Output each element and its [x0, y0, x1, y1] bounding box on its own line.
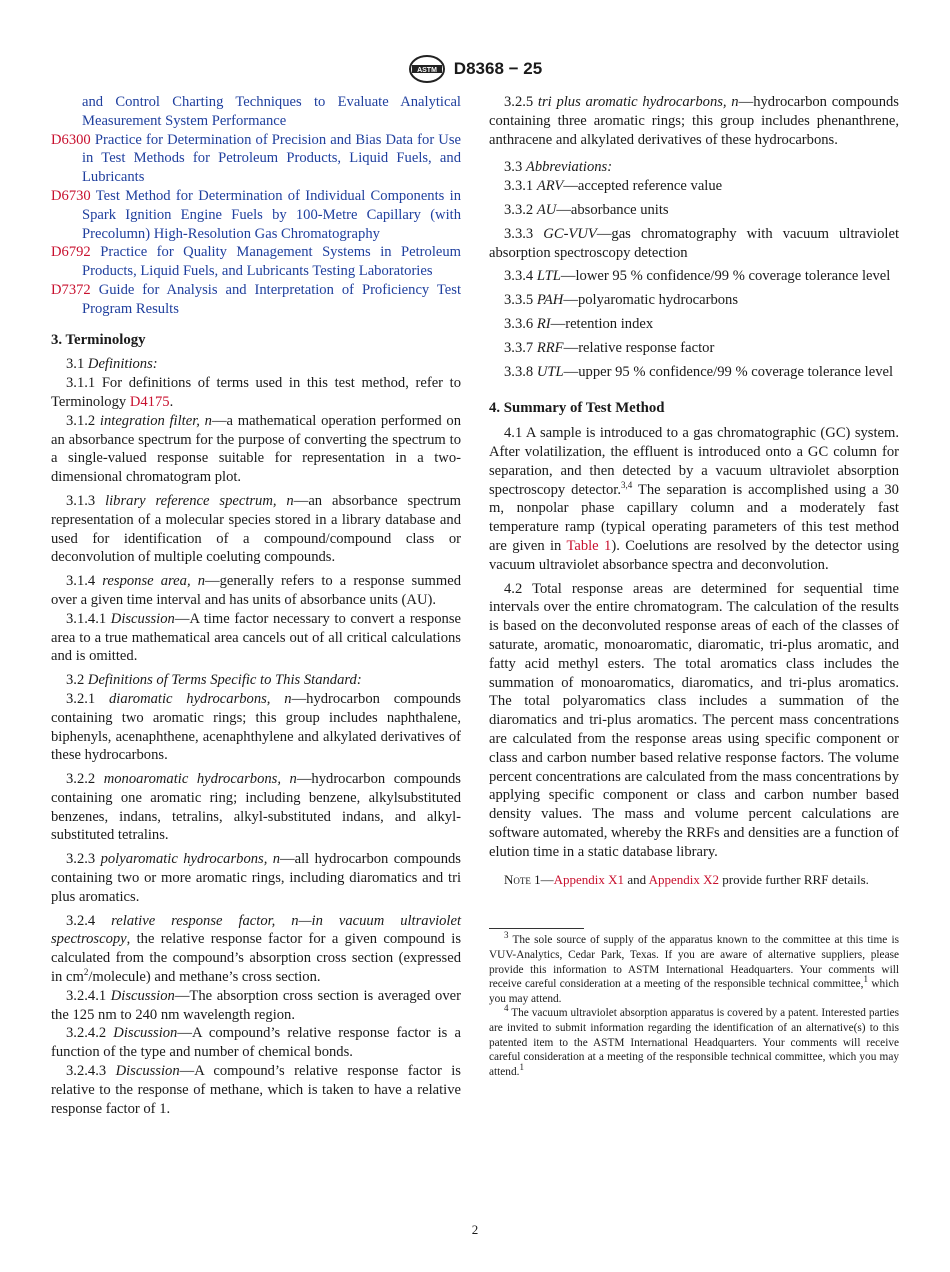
reference-title: Guide for Analysis and Interpretation of Proficiency Test Program Results	[82, 281, 462, 317]
reference-link[interactable]: D6300	[51, 131, 91, 148]
section-3-1-4: 3.1.4 response area, n—generally refers to a response summed over a given time interval and has units of absorbance units (AU).	[51, 573, 461, 608]
section-3-2-1: 3.2.1 diaromatic hydrocarbons, n—hydrocarbon compounds containing two aromatic rings; this group includes naphthalene, biphenyls, acenaphthene, acenaphthylene and alkylated derivatives of these hydrocarbons.	[51, 690, 461, 764]
section-3-2: 3.2 Definitions of Terms Specific to This Standard:	[66, 672, 362, 689]
section-3-2-4-1: 3.2.4.1 Discussion—The absorption cross section is averaged over the 125 nm to 240 nm wavelength region.	[51, 987, 461, 1023]
astm-logo-text: ASTM	[416, 66, 437, 74]
footnote-3: $^3$ The sole source of supply of the apparatus known to the committee at this time is VUV-Analytics, Cedar Park, Texas. If you are aware of alternative suppliers, please provide this information to ASTM International Headquarters. Your comments will receive careful consideration at a meeting of the responsible technical committee,$^1$ which you may attend.	[489, 930, 899, 1005]
reference-title: Practice for Determination of Precision and Bias Data for Use in Test Methods for Petroleum Products, Liquid Fuels, and Lubricants	[82, 131, 461, 186]
section-4-1: 4.1 A sample is introduced to a gas chromatographic (GC) system. After volatilization, the effluent is introduced onto a GC column for separation, and then detected by a vacuum ultraviolet absorption spectroscopy detector.$^{3,4}$ The separation is accomplished using a 30 m, nonpolar phase capillary column and a moderately fast temperature ramp (typical operating parameters of this test method are given in Table 1). Coelutions are resolved by the detector using vacuum ultraviolet absorbance spectra and deconvolution.	[489, 425, 900, 573]
section-3-2-2: 3.2.2 monoaromatic hydrocarbons, n—hydrocarbon compounds containing one aromatic ring; including benzene, alkylsubstituted benzenes, indans, tetralins, alkyl-substituted indans, and alkyl-substituted tetralins.	[51, 771, 461, 844]
appendix-x2-link[interactable]: Appendix X2	[648, 872, 720, 888]
section-3-1: 3.1 Definitions:	[66, 356, 158, 373]
section-3-2-4-3: 3.2.4.3 Discussion—A compound’s relative response factor is relative to the response of methane, which is taken to have a relative response factor of 1.	[51, 1063, 461, 1117]
section-3-1-1: 3.1.1 For definitions of terms used in this test method, refer to Terminology D4175.	[51, 375, 461, 410]
reference-item	[51, 187, 461, 243]
left-column	[51, 93, 461, 1118]
section-3-heading: 3. Terminology	[51, 331, 146, 348]
reference-item	[51, 243, 461, 281]
document-designation: D8368 − 25	[453, 59, 543, 78]
reference-title: Test Method for Determination of Individual Components in Spark Ignition Engine Fuels by 100-Metre Capillary (with Precolumn) High-Resolution Gas Chromatography	[82, 187, 461, 242]
reference-title: Practice for Quality Management Systems in Petroleum Products, Liquid Fuels, and Lubricants Testing Laboratories	[82, 244, 461, 280]
reference-item	[51, 131, 461, 187]
footnote-divider	[489, 928, 584, 929]
reference-link[interactable]: D7372	[51, 281, 91, 298]
abbreviation-item: 3.3.7 RRF—relative response factor	[504, 339, 715, 356]
section-3-2-5: 3.2.5 tri plus aromatic hydrocarbons, n—hydrocarbon compounds containing three aromatic rings; this group includes phenanthrene, anthracene and alkylated derivatives of these hydrocarbons.	[489, 94, 899, 148]
section-4-2: 4.2 Total response areas are determined for sequential time intervals over the entire chromatogram. The calculation of the results is based on the deconvoluted response areas of each of the classes of saturate, aromatic, monoaromatic, diaromatic, tri-plus aromatic, and fatty acid methyl esters. The total aromatics class includes the summation of monoaromatics, diaromatics, and tri-plus aromatics. The total polyaromatics class includes a summation of the diaromatics and tri-plus aromatics. The percent mass concentrations are calculated from the response areas using specific component or class and carbon number based relative response factors. The volume percent concentrations are calculated from the mass concentrations by applying specific component or class and carbon number based density values. The mass and volume percent calculations are software automated, whereby the RRFs and densities are a function of elution time in a static database library.	[489, 580, 899, 860]
note-1: Note 1—Appendix X1 and Appendix X2 provide further RRF details.	[504, 872, 869, 888]
section-3-1-3: 3.1.3 library reference spectrum, n—an absorbance spectrum representation of a molecular species stored in a library database and used for identification of a compound/compound class or deconvolution of multiple coeluting compounds.	[51, 492, 461, 566]
reference-continuation: and Control Charting Techniques to Evaluate Analytical Measurement System Performance	[82, 94, 461, 129]
reference-link[interactable]: D6730	[51, 187, 91, 204]
abbreviation-item: 3.3.4 LTL—lower 95 % confidence/99 % coverage tolerance level	[504, 268, 891, 285]
right-column	[489, 93, 899, 1079]
table-1-link[interactable]: Table 1	[566, 537, 612, 554]
appendix-x1-link[interactable]: Appendix X1	[553, 872, 625, 888]
section-3-1-4-1: 3.1.4.1 Discussion—A time factor necessary to convert a response area to a true mathematical area cancels out of all critical calculations and is omitted.	[51, 610, 461, 665]
abbreviation-item: 3.3.5 PAH—polyaromatic hydrocarbons	[504, 292, 739, 309]
section-3-2-3: 3.2.3 polyaromatic hydrocarbons, n—all hydrocarbon compounds containing two or more aromatic rings, including diaromatics and tri plus aromatics.	[51, 851, 461, 905]
abbreviation-item: 3.3.2 AU—absorbance units	[504, 201, 669, 218]
astm-logo-icon	[408, 54, 446, 84]
reference-item	[51, 281, 461, 319]
abbreviation-item: 3.3.8 UTL—upper 95 % confidence/99 % coverage tolerance level	[504, 363, 894, 380]
abbreviation-item: 3.3.6 RI—retention index	[504, 315, 654, 332]
section-3-2-4-2: 3.2.4.2 Discussion—A compound’s relative response factor is a function of the type and number of chemical bonds.	[51, 1025, 461, 1061]
abbreviation-item: 3.3.1 ARV—accepted reference value	[504, 178, 723, 195]
page-header	[0, 54, 950, 84]
abbreviation-item: 3.3.3 GC-VUV—gas chromatography with vacuum ultraviolet absorption spectroscopy detection	[489, 225, 899, 261]
section-4-heading: 4. Summary of Test Method	[489, 400, 665, 417]
terminology-link[interactable]: D4175	[129, 393, 170, 410]
reference-link[interactable]: D6792	[51, 244, 91, 261]
section-3-1-2: 3.1.2 integration filter, n—a mathematical operation performed on an absorbance spectrum for the purpose of converting the spectrum to a single-valued response suitable for representation in a two-dimensional chromatogram plot.	[51, 412, 461, 486]
section-3-2-4: 3.2.4 relative response factor, n—in vacuum ultraviolet spectroscopy, the relative response factor for a given compound is calculated from the compound’s absorption cross section (expressed in $cm^2/molecule$) and methane’s cross section.	[51, 912, 462, 986]
page-number: 2	[471, 1222, 479, 1237]
section-3-3: 3.3 Abbreviations:	[504, 159, 613, 176]
footnote-4: $^4$ The vacuum ultraviolet absorption apparatus is covered by a patent. Interested parties are invited to submit information regarding the identification of an alternative(s) to this patented item to the ASTM International Headquarters. Your comments will receive careful consideration at a meeting of the responsible technical committee, which you may attend.$^1$	[489, 1003, 899, 1078]
